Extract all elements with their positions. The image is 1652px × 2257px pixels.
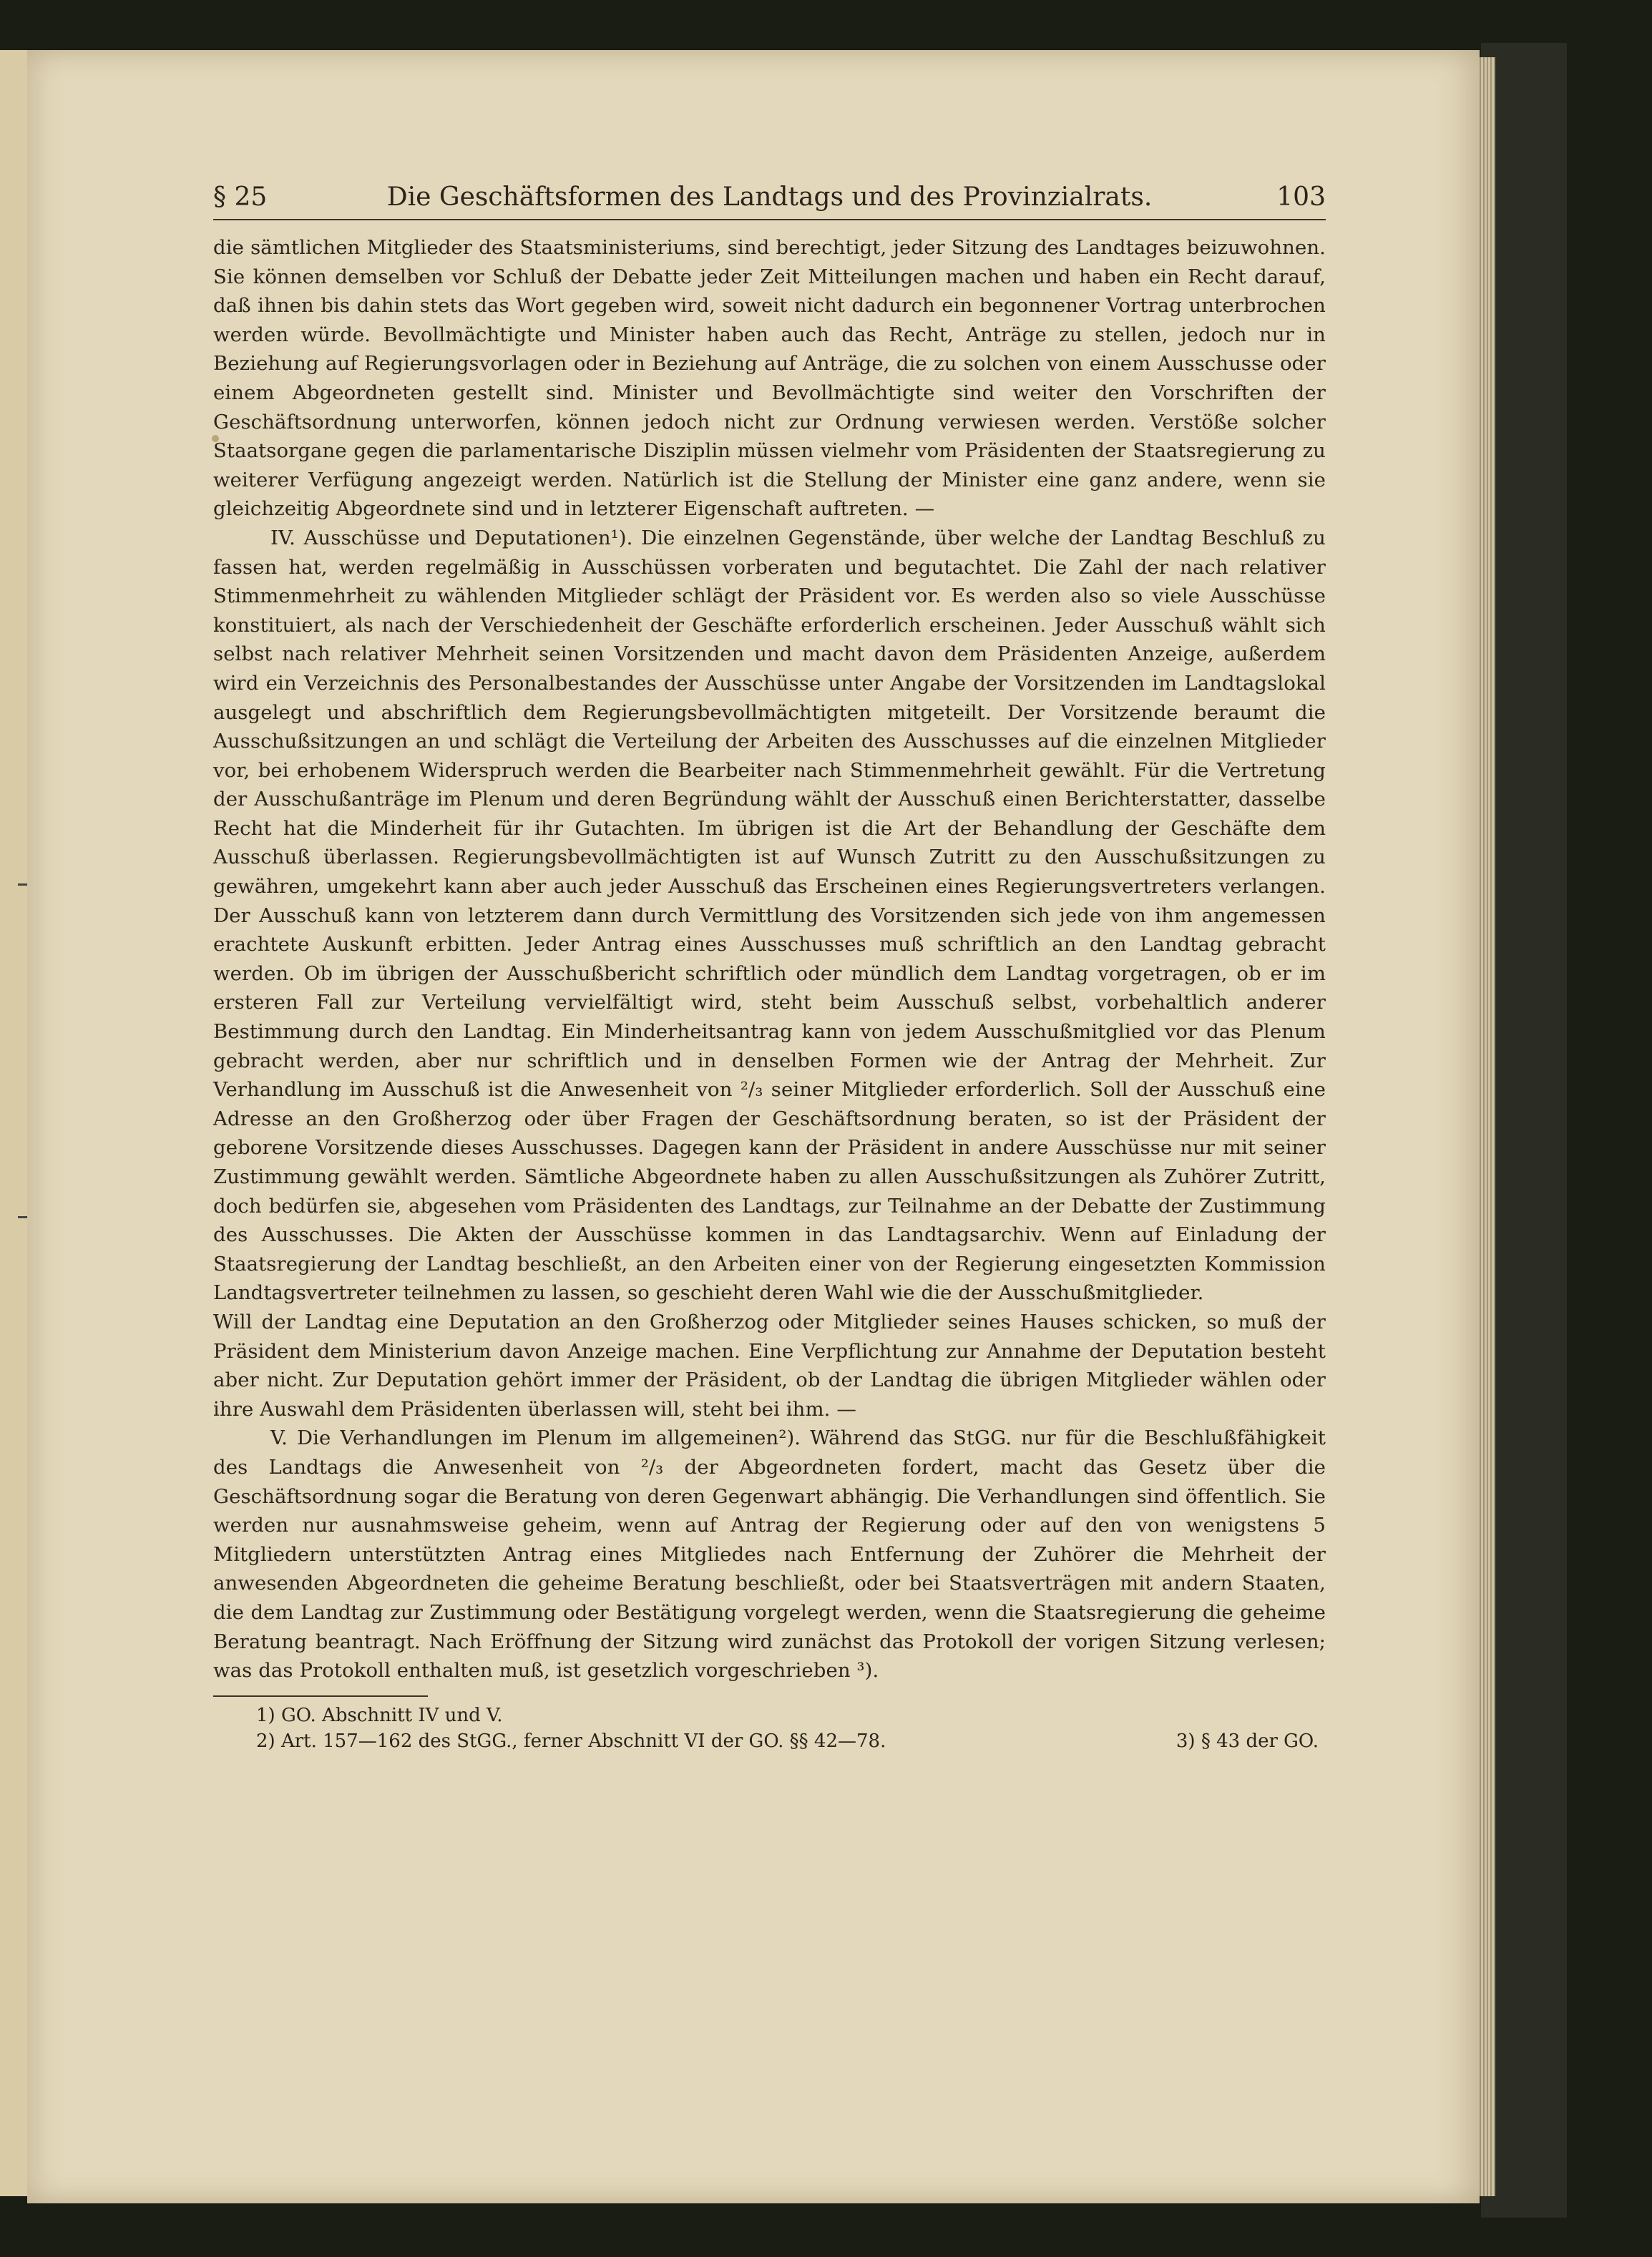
section-number: § 25 [213,182,268,212]
footnote-1: 1) GO. Abschnitt IV und V. [256,1704,503,1726]
footnotes [213,1703,1326,1754]
book-page [27,50,1480,2203]
running-title: Die Geschäftsformen des Landtags und des Provinzialrats. [386,182,1153,212]
facing-page-edge [0,50,29,2196]
body-text [213,233,1326,1685]
footnote-3: 3) § 43 der GO. [1176,1730,1319,1752]
page-number: 103 [1276,182,1326,212]
running-header [213,182,1326,220]
paragraph: die sämtlichen Mitglieder des Staatsministeriums, sind berechtigt, jeder Sitzung des Landtages beizuwohnen. Sie können demselben vor Schluß der Debatte jeder Zeit Mitteilungen machen und haben ein Recht darauf, daß ihnen bis dahin stets das Wort gegeben wird, soweit nicht dadurch ein begonnener Vortrag unterbrochen werden würde. Bevollmächtigte und Minister haben auch das Recht, Anträge zu stellen, jedoch nur in Beziehung auf Regierungsvorlagen oder in Beziehung auf Anträge, die zu solchen von einem Ausschusse oder einem Abgeordneten gestellt sind. Minister und Bevollmächtigte sind weiter den Vorschriften der Geschäftsordnung unterworfen, können jedoch nicht zur Ordnung verwiesen werden. Verstöße solcher Staatsorgane gegen die parlamentarische Disziplin müssen vielmehr vom Präsidenten der Staatsregierung zu weiterer Verfügung angezeigt werden. Natürlich ist die Stellung der Minister eine ganz andere, wenn sie gleichzeitig Abgeordnete sind und in letzterer Eigenschaft auftreten. — [213,236,1326,521]
paragraph: IV. Ausschüsse und Deputationen¹). Die einzelnen Gegenstände, über welche der Landtag Beschluß zu fassen hat, werden regelmäßig in Ausschüssen vorberaten und begutachtet. Die Zahl der nach relativer Stimmenmehrheit zu wählenden Mitglieder schlägt der Präsident vor. Es werden also so viele Ausschüsse konstituiert, als nach der Verschiedenheit der Geschäfte erforderlich erscheinen. Jeder Ausschuß wählt sich selbst nach relativer Mehrheit seinen Vorsitzenden und macht davon dem Präsidenten Anzeige, außerdem wird ein Verzeichnis des Personalbestandes der Ausschüsse unter Angabe der Vorsitzenden im Landtagslokal ausgelegt und abschriftlich dem Regierungsbevollmächtigten mitgeteilt. Der Vorsitzende beraumt die Ausschußsitzungen an und schlägt die Verteilung der Arbeiten des Ausschusses auf die einzelnen Mitglieder vor, bei erhobenem Widerspruch werden die Bearbeiter nach Stimmenmehrheit gewählt. Für die Vertretung der Ausschußanträge im Plenum und deren Begründung wählt der Ausschuß einen Berichterstatter, dasselbe Recht hat die Minderheit für ihr Gutachten. Im übrigen ist die Art der Behandlung der Geschäfte dem Ausschuß überlassen. Regierungsbevollmächtigten ist auf Wunsch Zutritt zu den Ausschußsitzungen zu gewähren, umgekehrt kann aber auch jeder Ausschuß das Erscheinen eines Regierungsvertreters verlangen. Der Ausschuß kann von letzterem dann durch Vermittlung des Vorsitzenden sich jede von ihm angemessen erachtete Auskunft erbitten. Jeder Antrag eines Ausschusses muß schriftlich an den Landtag gebracht werden. Ob im übrigen der Ausschußbericht schriftlich oder mündlich dem Landtag vorgetragen, ob er im ersteren Fall zur Verteilung vervielfältigt wird, steht beim Ausschuß selbst, vorbehaltlich anderer Bestimmung durch den Landtag. Ein Minderheitsantrag kann von jedem Ausschußmitglied vor das Plenum gebracht werden, aber nur schriftlich und in denselben Formen wie der Antrag der Mehrheit. Zur Verhandlung im Ausschuß ist die Anwesenheit von ²/₃ seiner Mitglieder erforderlich. Soll der Ausschuß eine Adresse an den Großherzog oder über Fragen der Geschäftsordnung beraten, so ist der Präsident der geborene Vorsitzende dieses Ausschusses. Dagegen kann der Präsident in andere Ausschüsse nur mit seiner Zustimmung gewählt werden. Sämtliche Abgeordnete haben zu allen Ausschußsitzungen als Zuhörer Zutritt, doch bedürfen sie, abgesehen vom Präsidenten des Landtags, zur Teilnahme an der Debatte der Zustimmung des Ausschusses. Die Akten der Ausschüsse kommen in das Landtagsarchiv. Wenn auf Einladung der Staatsregierung der Landtag beschließt, an den Arbeiten einer von der Regierung eingesetzten Kommission Landtagsvertreter teilnehmen zu lassen, so geschieht deren Wahl wie die der Ausschußmitglieder. [213,526,1326,1305]
footnote-2: 2) Art. 157—162 des StGG., ferner Abschnitt VI der GO. §§ 42—78. [256,1730,886,1752]
paragraph: Will der Landtag eine Deputation an den Großherzog oder Mitglieder seines Hauses schicken, so muß der Präsident dem Ministerium davon Anzeige machen. Eine Verpflichtung zur Annahme der Deputation besteht aber nicht. Zur Deputation gehört immer der Präsident, ob der Landtag die übrigen Mitglieder wählen oder ihre Auswahl dem Präsidenten überlassen will, steht bei ihm. — [213,1310,1326,1421]
paragraph: V. Die Verhandlungen im Plenum im allgemeinen²). Während das StGG. nur für die Beschlußfähigkeit des Landtags die Anwesenheit von ²/₃ der Abgeordneten fordert, macht das Gesetz über die Geschäftsordnung sogar die Beratung von deren Gegenwart abhängig. Die Verhandlungen sind öffentlich. Sie werden nur ausnahmsweise geheim, wenn auf Antrag der Regierung oder auf den von wenigstens 5 Mitgliedern unterstützten Antrag eines Mitgliedes nach Entfernung der Zuhörer die Mehrheit der anwesenden Abgeordneten die geheime Beratung beschließt, oder bei Staatsverträgen mit andern Staaten, die dem Landtag zur Zustimmung oder Bestätigung vorgelegt werden, wenn die Staatsregierung die geheime Beratung beantragt. Nach Eröffnung der Sitzung wird zunächst das Protokoll der vorigen Sitzung verlesen; was das Protokoll enthalten muß, ist gesetzlich vorgeschrieben ³). [213,1426,1326,1683]
footnote-row [213,1728,1326,1754]
footnote-rule [213,1695,428,1697]
page-content [213,182,1326,1754]
